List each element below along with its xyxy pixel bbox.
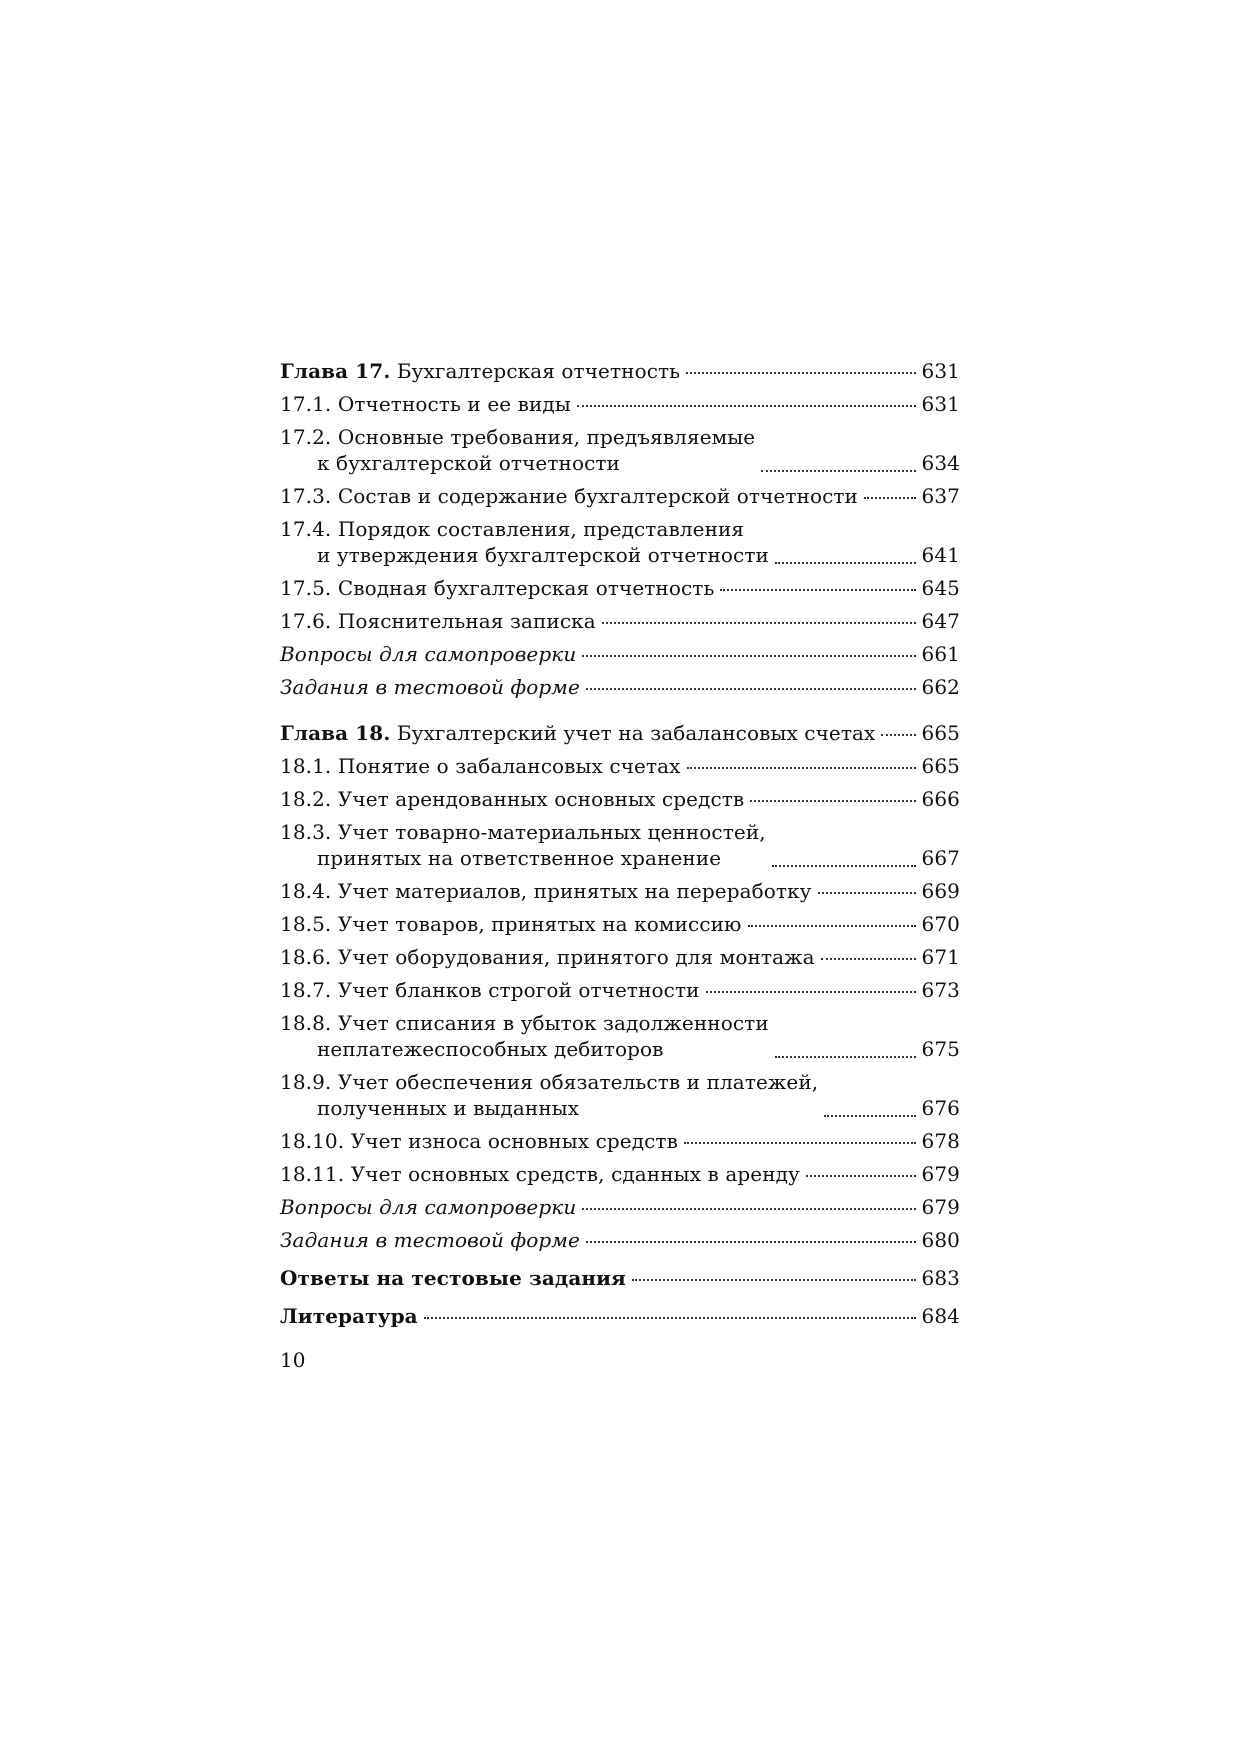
- chapter-label: Глава 18.: [280, 721, 391, 745]
- item-title-continued: неплатежеспособных дебиторов: [317, 1037, 664, 1061]
- answers-title: Ответы на тестовые задания: [280, 1266, 626, 1290]
- item-number: 17.1.: [280, 392, 332, 416]
- page-number: 661: [921, 642, 960, 666]
- chapter-title: Бухгалтерский учет на забалансовых счетах: [396, 721, 876, 745]
- chapter-title: Бухгалтерская отчетность: [396, 359, 681, 383]
- item-title: Отчетность и ее виды: [337, 392, 571, 416]
- item-number: 18.1.: [280, 754, 332, 778]
- toc-tests-17[interactable]: [280, 674, 960, 700]
- dot-leader: [706, 991, 916, 993]
- table-of-contents: [280, 358, 960, 1336]
- toc-item-18-7[interactable]: [280, 977, 960, 1003]
- toc-item-17-4[interactable]: [280, 516, 960, 568]
- item-title: Основные требования, предъявляемые: [337, 425, 756, 449]
- dot-leader: [824, 1115, 915, 1117]
- toc-item-18-8[interactable]: [280, 1010, 960, 1062]
- dot-leader: [424, 1317, 916, 1319]
- toc-item-18-10[interactable]: [280, 1128, 960, 1154]
- toc-chapter-17[interactable]: [280, 358, 960, 384]
- item-title: Учет износа основных средств: [350, 1129, 678, 1153]
- item-number: 17.6.: [280, 609, 332, 633]
- toc-item-18-2[interactable]: [280, 786, 960, 812]
- toc-item-18-3[interactable]: [280, 819, 960, 871]
- item-title: Учет обеспечения обязательств и платежей,: [337, 1070, 819, 1094]
- dot-leader: [582, 1208, 915, 1210]
- page-number: 679: [921, 1195, 960, 1219]
- dot-leader: [775, 1056, 916, 1058]
- dot-leader: [818, 892, 916, 894]
- toc-questions-17[interactable]: [280, 641, 960, 667]
- dot-leader: [577, 405, 916, 407]
- page-folio-number: 10: [280, 1348, 306, 1372]
- item-title-continued: к бухгалтерской отчетности: [317, 451, 620, 475]
- item-title: Учет товарно-материальных ценностей,: [337, 820, 766, 844]
- tests-title: Задания в тестовой форме: [280, 1228, 580, 1252]
- item-title: Сводная бухгалтерская отчетность: [337, 576, 715, 600]
- page-number: 637: [921, 484, 960, 508]
- toc-item-18-6[interactable]: [280, 944, 960, 970]
- dot-leader: [586, 1241, 916, 1243]
- toc-literature[interactable]: [280, 1303, 960, 1329]
- dot-leader: [864, 497, 916, 499]
- toc-item-18-11[interactable]: [280, 1161, 960, 1187]
- toc-item-17-5[interactable]: [280, 575, 960, 601]
- toc-item-18-4[interactable]: [280, 878, 960, 904]
- toc-tests-18[interactable]: [280, 1227, 960, 1253]
- page-number: 673: [921, 978, 960, 1002]
- dot-leader: [686, 372, 915, 374]
- item-title: Учет бланков строгой отчетности: [337, 978, 700, 1002]
- item-title: Понятие о забалансовых счетах: [337, 754, 681, 778]
- dot-leader: [687, 767, 916, 769]
- item-title-continued: полученных и выданных: [317, 1096, 580, 1120]
- item-title: Учет материалов, принятых на переработку: [337, 879, 812, 903]
- item-title: Учет товаров, принятых на комиссию: [337, 912, 742, 936]
- dot-leader: [602, 622, 916, 624]
- page-number: 670: [921, 912, 960, 936]
- page-number: 678: [921, 1129, 960, 1153]
- page-number: 647: [921, 609, 960, 633]
- page-number: 666: [921, 787, 960, 811]
- tests-title: Задания в тестовой форме: [280, 675, 580, 699]
- item-number: 17.3.: [280, 484, 332, 508]
- dot-leader: [748, 925, 916, 927]
- questions-title: Вопросы для самопроверки: [280, 642, 577, 666]
- toc-item-18-1[interactable]: [280, 753, 960, 779]
- toc-item-17-1[interactable]: [280, 391, 960, 417]
- page-number: 634: [921, 451, 960, 475]
- item-title: Состав и содержание бухгалтерской отчетности: [337, 484, 858, 508]
- item-number: 18.6.: [280, 945, 332, 969]
- page-number: 684: [921, 1304, 960, 1328]
- item-number: 17.2.: [280, 425, 332, 449]
- item-number: 18.9.: [280, 1070, 332, 1094]
- questions-title: Вопросы для самопроверки: [280, 1195, 577, 1219]
- page-number: 662: [921, 675, 960, 699]
- page-number: 671: [921, 945, 960, 969]
- dot-leader: [750, 800, 915, 802]
- dot-leader: [821, 958, 916, 960]
- page-number: 631: [921, 392, 960, 416]
- item-title: Учет основных средств, сданных в аренду: [350, 1162, 800, 1186]
- item-number: 17.4.: [280, 517, 332, 541]
- item-title: Учет арендованных основных средств: [337, 787, 745, 811]
- dot-leader: [775, 562, 916, 564]
- dot-leader: [806, 1175, 916, 1177]
- toc-item-18-9[interactable]: [280, 1069, 960, 1121]
- page-number: 631: [921, 359, 960, 383]
- item-title: Порядок составления, представления: [337, 517, 745, 541]
- toc-chapter-18[interactable]: [280, 720, 960, 746]
- dot-leader: [881, 734, 915, 736]
- item-number: 17.5.: [280, 576, 332, 600]
- item-number: 18.2.: [280, 787, 332, 811]
- literature-title: Литература: [280, 1304, 418, 1328]
- item-number: 18.10.: [280, 1129, 345, 1153]
- page-number: 676: [921, 1096, 960, 1120]
- page-number: 669: [921, 879, 960, 903]
- dot-leader: [720, 589, 915, 591]
- dot-leader: [772, 865, 916, 867]
- item-number: 18.3.: [280, 820, 332, 844]
- toc-item-17-3[interactable]: [280, 483, 960, 509]
- page-number: 665: [921, 721, 960, 745]
- page-number: 641: [921, 543, 960, 567]
- dot-leader: [632, 1279, 916, 1281]
- item-title: Пояснительная записка: [337, 609, 596, 633]
- dot-leader: [582, 655, 915, 657]
- toc-item-18-5[interactable]: [280, 911, 960, 937]
- toc-item-17-6[interactable]: [280, 608, 960, 634]
- page-number: 683: [921, 1266, 960, 1290]
- item-number: 18.4.: [280, 879, 332, 903]
- item-number: 18.11.: [280, 1162, 345, 1186]
- page-number: 679: [921, 1162, 960, 1186]
- dot-leader: [684, 1142, 916, 1144]
- item-number: 18.7.: [280, 978, 332, 1002]
- page-number: 667: [921, 846, 960, 870]
- page-number: 645: [921, 576, 960, 600]
- toc-answers[interactable]: [280, 1265, 960, 1291]
- item-title-continued: и утверждения бухгалтерской отчетности: [317, 543, 769, 567]
- item-title: Учет оборудования, принятого для монтажа: [337, 945, 815, 969]
- item-number: 18.8.: [280, 1011, 332, 1035]
- dot-leader: [761, 470, 915, 472]
- item-title-continued: принятых на ответственное хранение: [317, 846, 722, 870]
- item-title: Учет списания в убыток задолженности: [337, 1011, 769, 1035]
- chapter-label: Глава 17.: [280, 359, 391, 383]
- toc-item-17-2[interactable]: [280, 424, 960, 476]
- page-number: 675: [921, 1037, 960, 1061]
- toc-questions-18[interactable]: [280, 1194, 960, 1220]
- page-number: 680: [921, 1228, 960, 1252]
- dot-leader: [586, 688, 916, 690]
- page-number: 665: [921, 754, 960, 778]
- item-number: 18.5.: [280, 912, 332, 936]
